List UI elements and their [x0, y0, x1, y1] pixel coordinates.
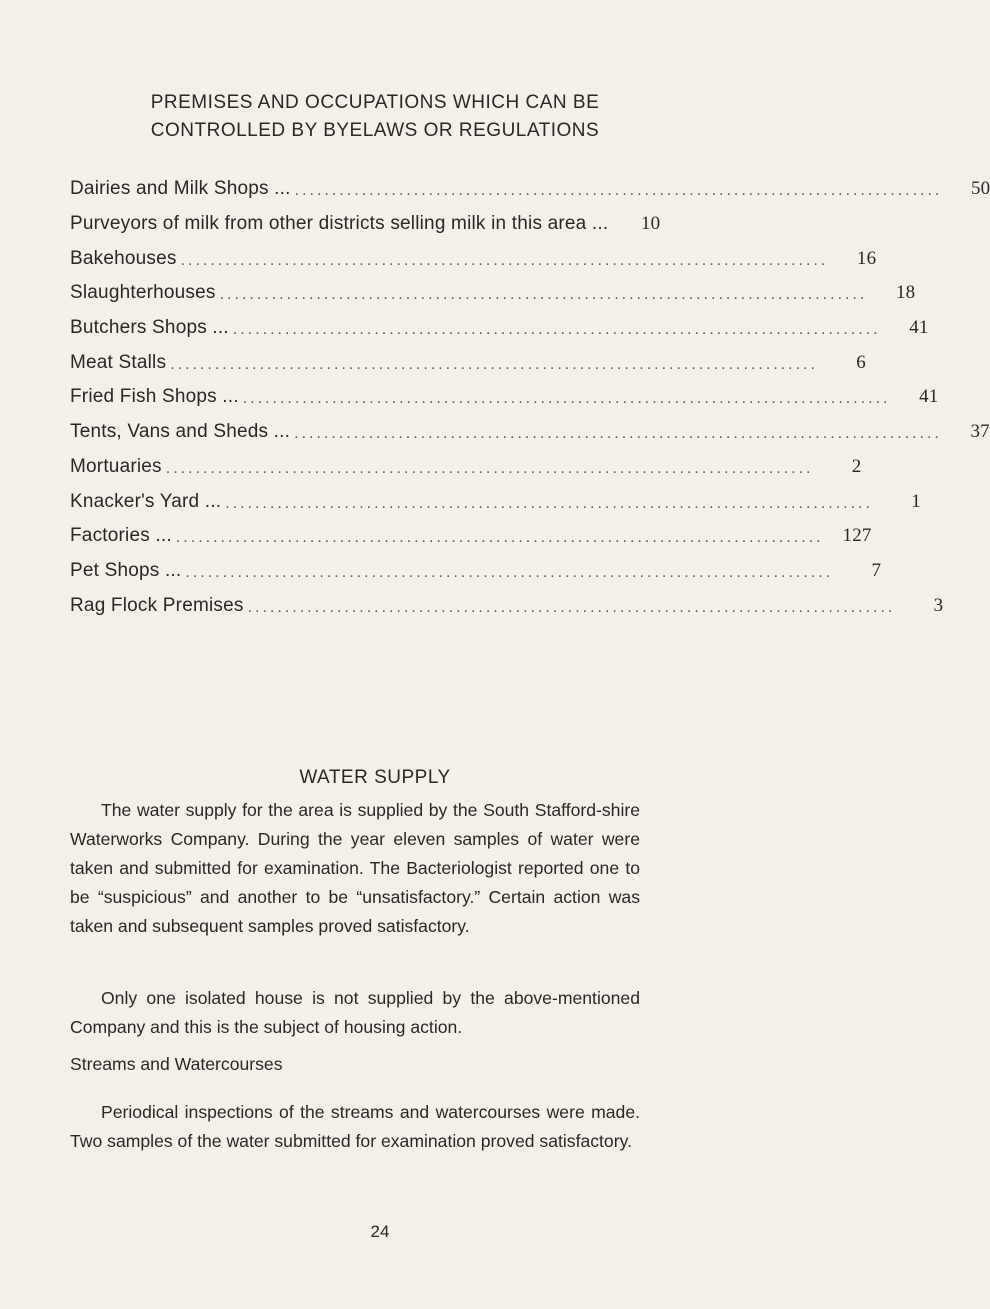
premises-label: Meat Stalls: [70, 352, 170, 374]
premises-label: Factories ...: [70, 525, 176, 547]
page-number: 24: [370, 1222, 390, 1241]
premises-label: Fried Fish Shops ...: [70, 386, 243, 408]
premises-row: [70, 415, 990, 450]
premises-label: Slaughterhouses: [70, 282, 220, 304]
dot-leader: .......................................................................................: [242, 390, 891, 408]
premises-count: 7: [871, 559, 882, 581]
premises-row: [70, 311, 929, 346]
premises-count: 127: [842, 525, 872, 547]
premises-label: Purveyors of milk from other districts selling milk in this area ...: [70, 213, 612, 235]
premises-count: 41: [919, 386, 939, 408]
premises-row: [70, 241, 877, 276]
dot-leader: .......................................................................................: [175, 529, 824, 547]
premises-label: Butchers Shops ...: [70, 317, 233, 339]
page-title-line-2: CONTROLLED BY BYELAWS OR REGULATIONS: [150, 120, 600, 141]
premises-row: [70, 554, 882, 589]
premises-row: [70, 484, 921, 519]
streams-heading: Streams and Watercourses: [70, 1054, 283, 1074]
premises-label: Rag Flock Premises: [70, 595, 248, 617]
premises-row: [70, 172, 990, 207]
premises-row: [70, 519, 872, 554]
streams-paragraph: Periodical inspections of the streams and watercourses were made. Two samples of the water submitted for examination proved satisfactory.: [70, 1102, 640, 1151]
premises-label: Dairies and Milk Shops ...: [70, 178, 295, 200]
premises-row: [70, 276, 916, 311]
premises-count: 16: [856, 247, 877, 269]
dot-leader: .......................................................................................: [170, 355, 818, 373]
water-supply-heading: WATER SUPPLY: [299, 767, 451, 788]
premises-label: Bakehouses: [70, 248, 181, 270]
premises-count: 6: [856, 351, 866, 373]
page-title-line-1: PREMISES AND OCCUPATIONS WHICH CAN BE: [150, 92, 600, 113]
dot-leader: .......................................................................................: [294, 182, 943, 200]
dot-leader: .......................................................................................: [165, 459, 814, 477]
premises-row: [70, 207, 661, 242]
premises-count: 37: [970, 421, 990, 443]
premises-label: Mortuaries: [70, 456, 166, 478]
premises-count: 2: [851, 455, 862, 477]
premises-count: 1: [911, 490, 921, 512]
dot-leader: .......................................................................................: [180, 251, 829, 269]
dot-leader: .......................................................................................: [232, 321, 881, 339]
water-supply-paragraph-2: Only one isolated house is not supplied by the above-mentioned Company and this is the subject of housing action.: [70, 988, 640, 1037]
premises-table: [70, 172, 990, 623]
premises-count: 10: [640, 213, 661, 235]
page-title: [90, 89, 660, 145]
premises-label: Tents, Vans and Sheds ...: [70, 421, 294, 443]
premises-row: [70, 450, 862, 485]
premises-row: [70, 588, 944, 623]
premises-row: [70, 380, 939, 415]
dot-leader: .......................................................................................: [294, 425, 942, 443]
premises-count: 18: [895, 282, 916, 304]
dot-leader: .......................................................................................: [247, 598, 896, 616]
premises-label: Pet Shops ...: [70, 560, 185, 582]
water-supply-paragraph-1: The water supply for the area is supplied by the South Stafford-shire Waterworks Company. During the year eleven samples of water were taken and submitted for examination. The Bacteriologist reported one to be “suspicious” and another to be “unsatisfactory.” Certain action was taken and subsequent samples proved satisfactory.: [70, 800, 640, 936]
premises-count: 50: [970, 178, 990, 200]
premises-row: [70, 345, 866, 380]
premises-label: Knacker's Yard ...: [70, 491, 225, 513]
dot-leader: .......................................................................................: [225, 494, 873, 512]
dot-leader: .......................................................................................: [219, 286, 868, 304]
premises-count: 41: [909, 317, 929, 339]
dot-leader: .......................................................................................: [185, 563, 834, 581]
premises-count: 3: [933, 594, 944, 616]
